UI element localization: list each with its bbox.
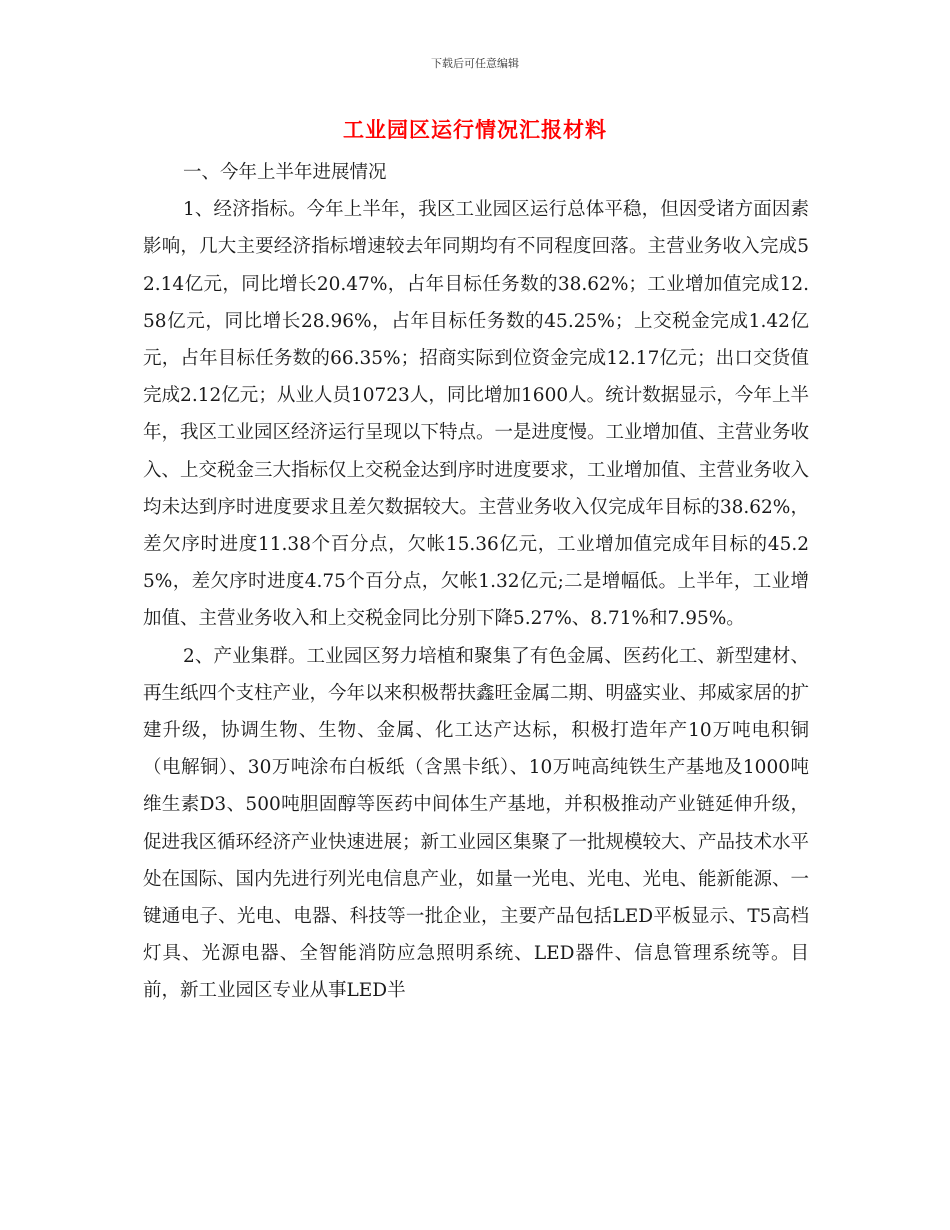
document-body (143, 154, 809, 1010)
paragraph-economic-indicators: 1、经济指标。今年上半年，我区工业园区运行总体平稳，但因受诸方面因素影响，几大主要经济指标增速较去年同期均有不同程度回落。主营业务收入完成52.14亿元，同比增长20.47%，占年目标任务数的38.62%；工业增加值完成12.58亿元，同比增长28.96%，占年目标任务数的45.25%；上交税金完成1.42亿元，占年目标任务数的66.35%；招商实际到位资金完成12.17亿元；出口交货值完成2.12亿元；从业人员10723人，同比增加1600人。统计数据显示，今年上半年，我区工业园区经济运行呈现以下特点。一是进度慢。工业增加值、主营业务收入、上交税金三大指标仅上交税金达到序时进度要求，工业增加值、主营业务收入均未达到序时进度要求且差欠数据较大。主营业务收入仅完成年目标的38.62%，差欠序时进度11.38个百分点，欠帐15.36亿元，工业增加值完成年目标的45.25%，差欠序时进度4.75个百分点，欠帐1.32亿元;二是增幅低。上半年，工业增加值、主营业务收入和上交税金同比分别下降5.27%、8.71%和7.95%。 (143, 199, 810, 630)
paragraph-industry-cluster: 2、产业集群。工业园区努力培植和聚集了有色金属、医药化工、新型建材、再生纸四个支柱产业，今年以来积极帮扶鑫旺金属二期、明盛实业、邦威家居的扩建升级，协调生物、生物、金属、化工达产达标，积极打造年产10万吨电积铜（电解铜）、30万吨涂布白板纸（含黑卡纸）、10万吨高纯铁生产基地及1000吨维生素D3、500吨胆固醇等医药中间体生产基地，并积极推动产业链延伸升级，促进我区循环经济产业快速进展；新工业园区集聚了一批规模较大、产品技术水平处在国际、国内先进行列光电信息产业，如量一光电、光电、光电、能新能源、一键通电子、光电、电器、科技等一批企业，主要产品包括LED平板显示、T5高档灯具、光源电器、全智能消防应急照明系统、LED器件、信息管理系统等。目前，新工业园区专业从事LED半 (143, 645, 810, 1002)
document-title: 工业园区运行情况汇报材料 (343, 117, 607, 142)
header-note: 下载后可任意编辑 (431, 57, 519, 70)
section-heading: 一、今年上半年进展情况 (183, 162, 387, 183)
